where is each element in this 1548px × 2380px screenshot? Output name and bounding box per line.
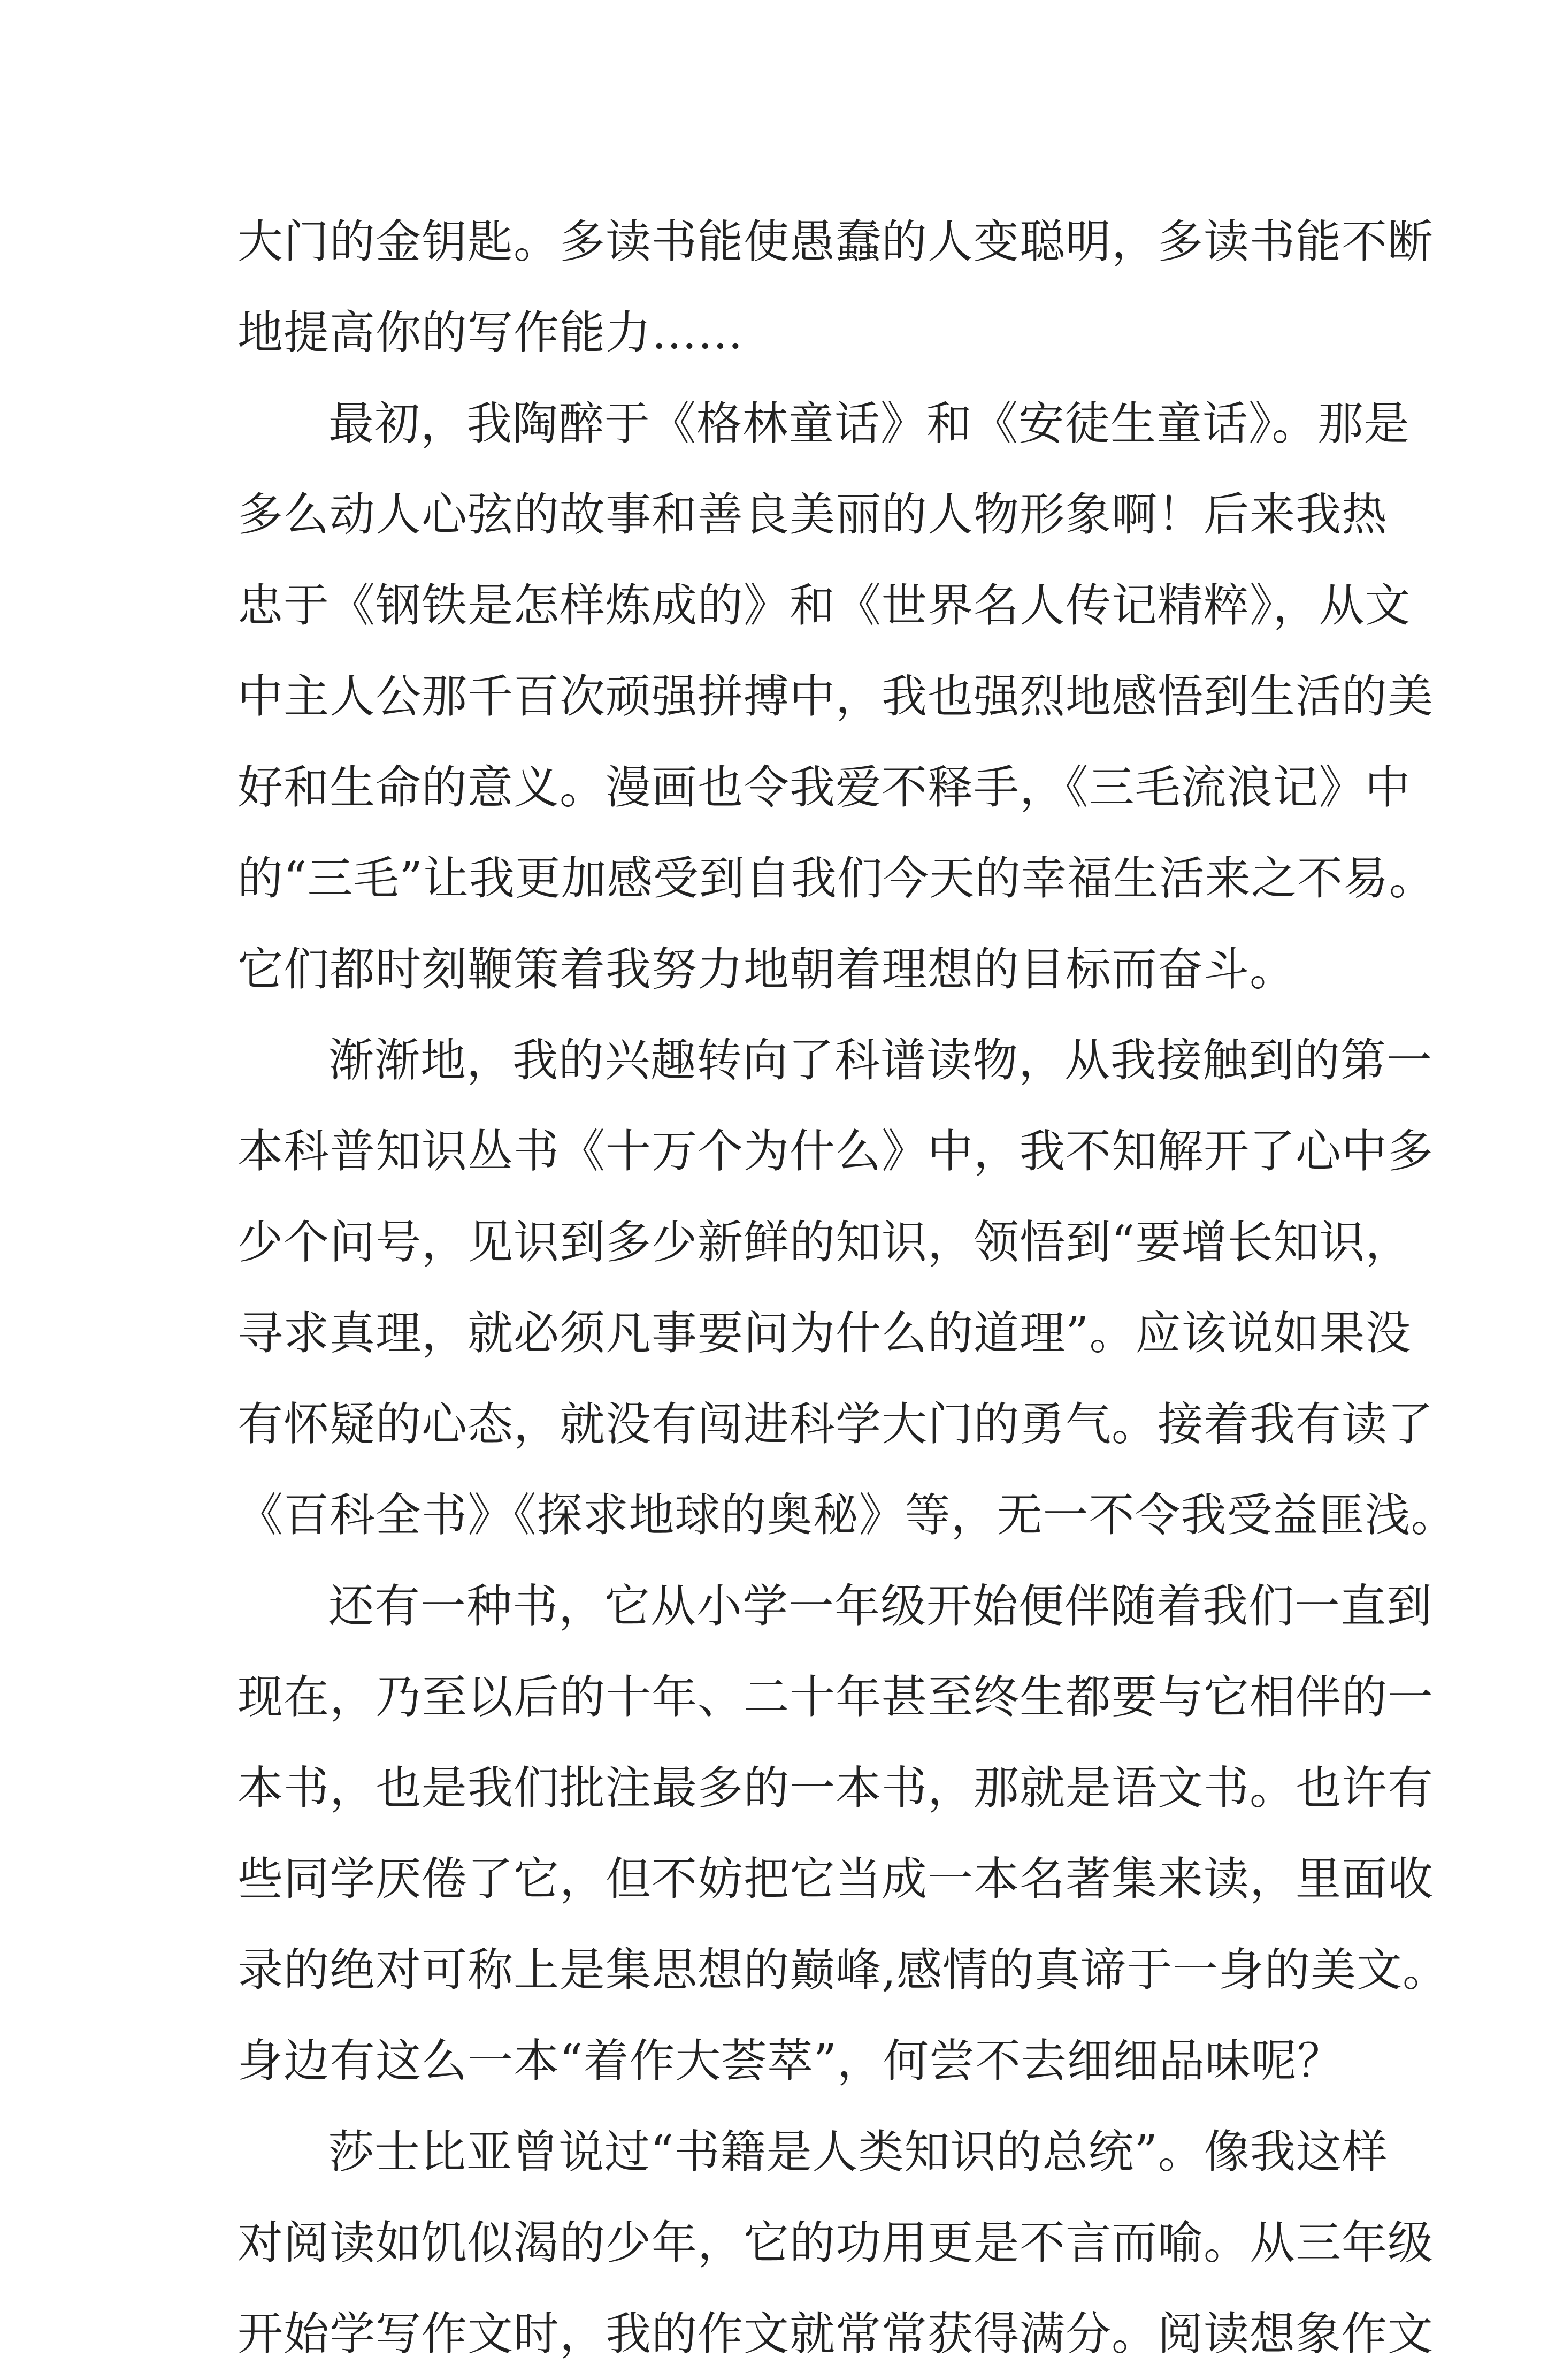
paragraph-first-line: 还有一种书，它从小学一年级开始便伴随着我们一直到 [328,1580,1433,1633]
essay-body [237,197,1457,2380]
text-line: 的“三毛”让我更加感受到自我们今天的幸福生活来之不易。 [237,852,1435,905]
text-line: 少个问号，见识到多少新鲜的知识，领悟到“要增长知识， [237,1216,1412,1269]
text-line: 录的绝对可称上是集思想的巅峰,感情的真谛于一身的美文。 [237,1944,1449,1997]
text-line: 寻求真理，就必须凡事要问为什么的道理”。应该说如果没 [237,1307,1412,1360]
text-line: 它们都时刻鞭策着我努力地朝着理想的目标而奋斗。 [237,943,1296,996]
text-line: 开始学写作文时，我的作文就常常获得满分。阅读想象作文 [237,2308,1434,2361]
text-line: 些同学厌倦了它，但不妨把它当成一本名著集来读，里面收 [237,1853,1434,1906]
text-line: 本书，也是我们批注最多的一本书，那就是语文书。也许有 [237,1762,1434,1815]
text-line: 《百科全书》《探求地球的奥秘》等，无一不令我受益匪浅。 [237,1489,1457,1542]
text-line: 好和生命的意义。漫画也令我爱不释手，《三毛流浪记》中 [237,761,1411,814]
text-line: 身边有这么一本“着作大荟萃”，何尝不去细细品味呢？ [237,2035,1343,2088]
text-line: 中主人公那千百次顽强拼搏中，我也强烈地感悟到生活的美 [237,670,1434,723]
paragraph-first-line: 莎士比亚曾说过“书籍是人类知识的总统”。像我这样 [328,2126,1388,2179]
text-line: 现在，乃至以后的十年、二十年甚至终生都要与它相伴的一 [237,1671,1434,1724]
text-line: 多么动人心弦的故事和善良美丽的人物形象啊！后来我热 [237,489,1388,541]
text-line: 有怀疑的心态，就没有闯进科学大门的勇气。接着我有读了 [237,1398,1434,1451]
text-line: 忠于《钢铁是怎样炼成的》和《世界名人传记精粹》，从文 [237,579,1411,632]
text-line: 对阅读如饥似渴的少年，它的功用更是不言而喻。从三年级 [237,2217,1434,2270]
text-line: 大门的金钥匙。多读书能使愚蠢的人变聪明，多读书能不断 [237,216,1434,269]
text-line: 本科普知识丛书《十万个为什么》中，我不知解开了心中多 [237,1125,1434,1178]
paragraph-first-line: 最初，我陶醉于《格林童话》和《安徒生童话》。那是 [328,398,1410,451]
text-line: 地提高你的写作能力…… [237,307,744,360]
paragraph-first-line: 渐渐地，我的兴趣转向了科谱读物，从我接触到的第一 [328,1034,1433,1087]
